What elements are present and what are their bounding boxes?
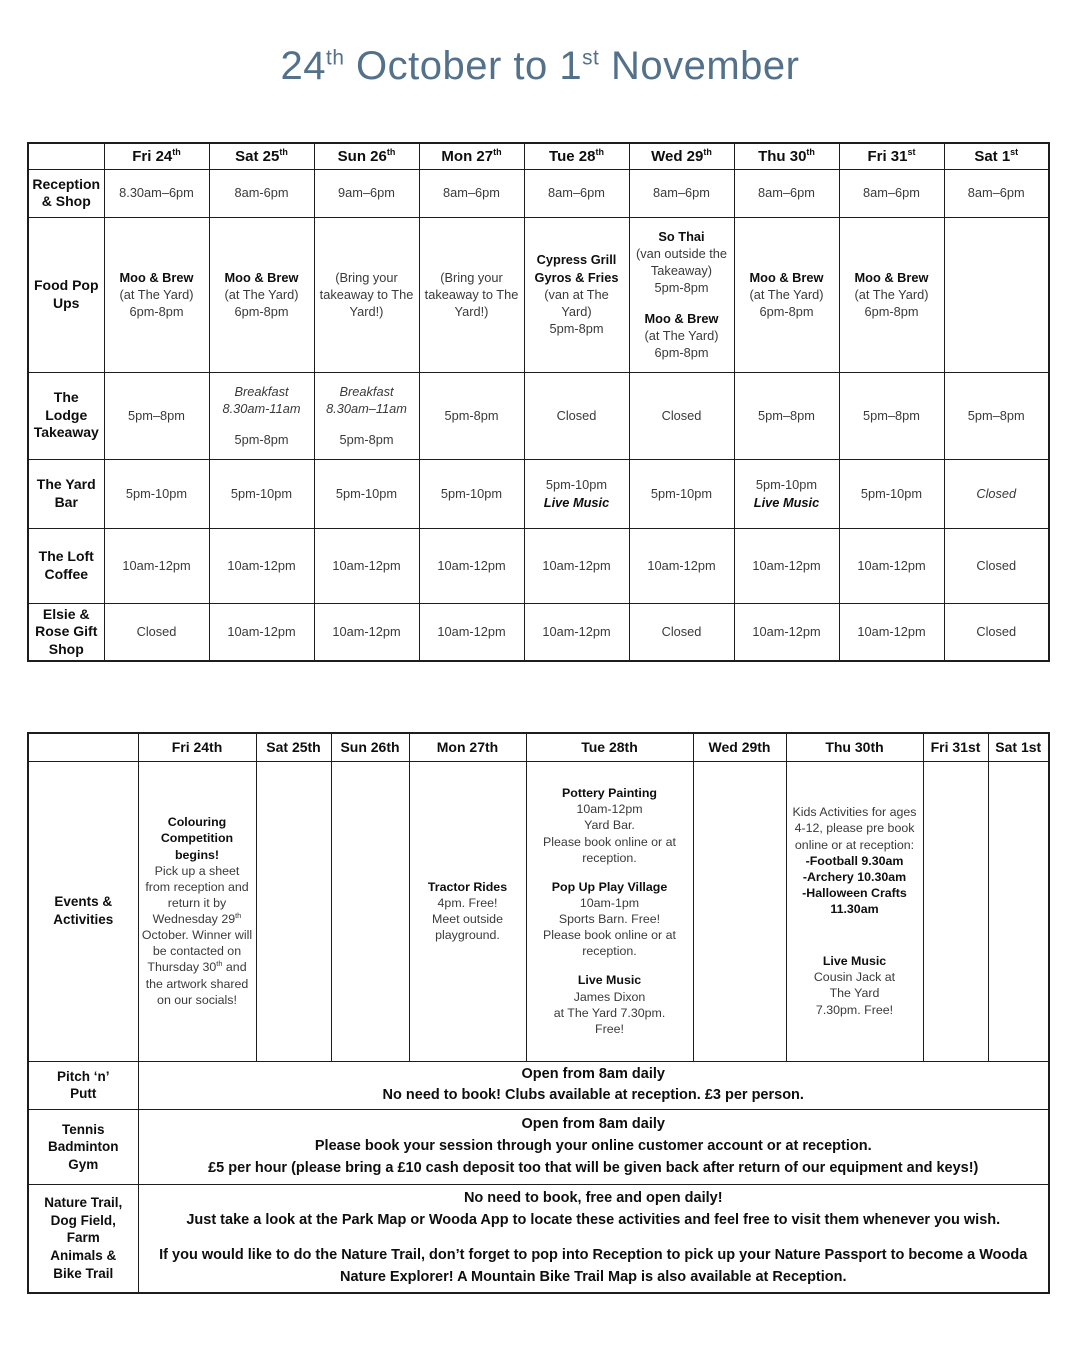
label-line: & Shop (41, 193, 91, 209)
label-line: Animals & (50, 1248, 117, 1264)
cell-reception-shop-8 (944, 169, 1049, 217)
text-line: 8am–6pm (758, 185, 815, 201)
row-reception-shop (28, 169, 1049, 217)
label-line: The Yard (36, 476, 96, 492)
text-line: 8am–6pm (653, 185, 710, 201)
text-line: Sat 25th (266, 739, 321, 756)
text-line: Mon 27th (441, 146, 502, 165)
text-line: Thu 30th (758, 146, 815, 165)
activities-header-9 (988, 733, 1049, 761)
page-title: 24th October to 1st November (280, 44, 800, 88)
text-line: Yard Bar. (584, 818, 635, 833)
text-line: Closed (976, 557, 1017, 573)
cell-food-pop-ups-8 (944, 217, 1049, 372)
text-line: Fri 31st (930, 739, 981, 756)
text-line: Tue 28th (581, 739, 638, 756)
label-line: Takeaway (33, 424, 99, 441)
text-line: 5pm-8pm (339, 431, 394, 447)
text-line: Wed 29th (651, 146, 712, 165)
cell-elsie-rose-gift-shop-5 (629, 603, 734, 661)
cell-the-loft-coffee-4 (524, 528, 629, 603)
text-line: Moo & Brew (644, 310, 719, 326)
text-line: Cypress Grill Gyros & Fries (534, 252, 619, 285)
text-line: -Halloween Crafts 11.30am (802, 885, 907, 917)
cell-reception-shop-3 (419, 169, 524, 217)
row-elsie-rose-gift-shop (28, 603, 1049, 661)
text-line: Closed (556, 407, 597, 423)
activities-header-2 (256, 733, 331, 761)
opening-hours-table (27, 142, 1050, 662)
text-line: 5pm-8pm (234, 431, 289, 447)
text-line: Thu 30th (825, 739, 884, 756)
cell-the-loft-coffee-0 (104, 528, 209, 603)
cell-the-yard-bar-5 (629, 459, 734, 528)
text-line: 10am-12pm (122, 557, 191, 573)
text-line: If you would like to do the Nature Trail, don’t forget to pop into Reception to pick up your Nature Passport to become a Wooda Nature Explorer! A Mountain Bike Trail Map is also available at Reception. (159, 1247, 1028, 1285)
opening-header-2 (209, 143, 314, 169)
text-line: Breakfast (234, 384, 289, 400)
label-line: Food Pop (33, 277, 99, 293)
text-line: 5pm-10pm (335, 485, 398, 501)
text-line: Please book your session through your online customer account or at reception. (314, 1138, 872, 1155)
opening-header-9 (944, 143, 1049, 169)
opening-header-blank (28, 143, 104, 169)
row-label-the-yard-bar (28, 459, 104, 528)
row-pitch-n-putt (28, 1061, 1049, 1110)
text-line: 5pm–8pm (758, 407, 815, 423)
cell-the-loft-coffee-8 (944, 528, 1049, 603)
text-line: (Bring your takeaway to The Yard!) (319, 269, 414, 320)
text-line: Moo & Brew (854, 269, 929, 285)
text-line: 8.30am–6pm (119, 185, 194, 201)
text-line: 9am–6pm (338, 185, 395, 201)
cell-the-lodge-takeaway-5 (629, 372, 734, 459)
opening-header-6 (629, 143, 734, 169)
activities-header-1 (138, 733, 256, 761)
cell-the-lodge-takeaway-0 (104, 372, 209, 459)
opening-header-5 (524, 143, 629, 169)
activities-header-5 (526, 733, 693, 761)
text-line: Pick up a sheet from reception and return it by Wednesday 29th October. Winner will be contacted on Thursday 30th and the artwork shared on our socials! (141, 863, 253, 1007)
text-line: (Bring your takeaway to The Yard!) (424, 269, 519, 320)
text-line: 6pm-8pm (759, 304, 814, 320)
text-line: 10am-1pm (579, 895, 640, 910)
label-line: Tennis (61, 1121, 105, 1137)
opening-header-3 (314, 143, 419, 169)
label-line: Putt (70, 1086, 97, 1102)
text-line: Tractor Rides (427, 879, 508, 894)
cell-the-loft-coffee-1 (209, 528, 314, 603)
cell-events-activities-0 (138, 761, 256, 1061)
cell-the-lodge-takeaway-8 (944, 372, 1049, 459)
cell-events-activities-3 (409, 761, 526, 1061)
cell-the-loft-coffee-7 (839, 528, 944, 603)
text-line: 5pm-10pm (125, 485, 188, 501)
text-line: 5pm-10pm (545, 477, 608, 493)
text-line: Live Music (753, 494, 820, 510)
text-line: Please book online or at reception. (543, 928, 676, 959)
text-line: 7.30pm. Free! (815, 1002, 894, 1017)
text-line: 10am-12pm (332, 624, 401, 640)
text-line: 5pm-8pm (549, 321, 604, 337)
text-line: 5pm–8pm (967, 407, 1025, 423)
activities-header-8 (923, 733, 988, 761)
label-line: Reception (32, 175, 101, 192)
text-line: (at The Yard) (644, 327, 719, 343)
activities-header-row (28, 733, 1049, 761)
cell-events-activities-7 (923, 761, 988, 1061)
text-line: Closed (976, 485, 1017, 501)
text-line: 5pm-10pm (650, 485, 713, 501)
text-line: 10am-12pm (437, 557, 506, 573)
cell-food-pop-ups-7 (839, 217, 944, 372)
text-line: Fri 31st (867, 146, 916, 165)
cell-elsie-rose-gift-shop-2 (314, 603, 419, 661)
label-line: Badminton (48, 1139, 119, 1155)
text-line: -Football 9.30am (805, 853, 904, 868)
cell-the-lodge-takeaway-1 (209, 372, 314, 459)
text-line: 10am-12pm (542, 557, 611, 573)
cell-the-loft-coffee-3 (419, 528, 524, 603)
text-line: 10am-12pm (576, 802, 643, 817)
text-line: 10am-12pm (857, 557, 926, 573)
text-line: Closed (661, 624, 702, 640)
cell-the-loft-coffee-2 (314, 528, 419, 603)
label-line: Ups (53, 294, 80, 311)
cell-elsie-rose-gift-shop-0 (104, 603, 209, 661)
cell-the-yard-bar-1 (209, 459, 314, 528)
text-line: 5pm–8pm (128, 407, 185, 423)
text-line: 10am-12pm (227, 624, 296, 640)
text-line: Live Music (543, 494, 610, 510)
text-line: Free! (595, 1021, 624, 1036)
label-line: Gym (68, 1156, 99, 1172)
text-line: Mon 27th (436, 739, 499, 756)
row-label-reception-shop (28, 169, 104, 217)
text-line: 8.30am–11am (326, 401, 407, 417)
text-line: 6pm-8pm (654, 345, 709, 361)
text-line: (at The Yard) (224, 286, 299, 302)
activities-table (27, 732, 1050, 1294)
text-line: Tue 28th (549, 146, 604, 165)
text-line: Just take a look at the Park Map or Wooda App to locate these activities and feel free to visit them whenever you wish. (186, 1211, 1001, 1228)
text-line: 5pm-8pm (444, 407, 499, 423)
row-events-activities (28, 761, 1049, 1061)
text-line: 8am–6pm (443, 185, 500, 201)
text-line: 5pm-10pm (755, 477, 818, 493)
text-line: 8.30am-11am (222, 401, 301, 417)
cell-the-yard-bar-6 (734, 459, 839, 528)
cell-reception-shop-5 (629, 169, 734, 217)
text-line: 10am-12pm (542, 624, 611, 640)
text-line: (van outside the Takeaway) (635, 245, 728, 279)
text-line: 8am–6pm (548, 185, 605, 201)
opening-header-1 (104, 143, 209, 169)
row-nature-trail-dog-field-farm-animals-bike-trail (28, 1185, 1049, 1293)
row-label-tennis-badminton-gym (28, 1110, 138, 1185)
cell-events-activities-4 (526, 761, 693, 1061)
text-line: Sat 1st (995, 739, 1042, 756)
text-line: 8am–6pm (863, 185, 920, 201)
cell-elsie-rose-gift-shop-4 (524, 603, 629, 661)
text-line: James Dixon (573, 989, 646, 1004)
label-line: Elsie & (42, 605, 90, 622)
text-line: No need to book, free and open daily! (463, 1189, 723, 1206)
cell-reception-shop-4 (524, 169, 629, 217)
text-line: Sun 26th (340, 739, 400, 756)
label-line: Bike Trail (53, 1265, 114, 1281)
text-line: £5 per hour (please bring a £10 cash deposit too that will be given back after return of our equipment and keys!) (208, 1159, 979, 1176)
text-line: 10am-12pm (752, 624, 821, 640)
label-line: Shop (48, 640, 84, 657)
activities-header-4 (409, 733, 526, 761)
text-line: 4pm. Free! (437, 895, 498, 910)
activities-header-blank (28, 733, 138, 761)
cell-the-loft-coffee-5 (629, 528, 734, 603)
cell-food-pop-ups-3 (419, 217, 524, 372)
text-line: Sports Barn. Free! (558, 912, 661, 926)
text-line: 10am-12pm (647, 557, 716, 573)
text-line: Closed (136, 624, 177, 640)
text-line: 10am-12pm (227, 557, 296, 573)
cell-food-pop-ups-2 (314, 217, 419, 372)
text-line: Kids Activities for ages 4-12, please pre book online or at reception: (792, 805, 917, 852)
cell-the-yard-bar-3 (419, 459, 524, 528)
text-line: 5pm-8pm (654, 280, 709, 296)
cell-the-lodge-takeaway-6 (734, 372, 839, 459)
text-line: 5pm–8pm (863, 407, 920, 423)
row-label-the-lodge-takeaway (28, 372, 104, 459)
row-food-pop-ups (28, 217, 1049, 372)
cell-the-loft-coffee-6 (734, 528, 839, 603)
text-line: Colouring Competition begins! (160, 815, 234, 862)
text-line: Open from 8am daily (521, 1116, 665, 1133)
text-line: So Thai (658, 228, 705, 244)
text-line: 8am-6pm (234, 185, 289, 201)
cell-food-pop-ups-6 (734, 217, 839, 372)
cell-tennis-badminton-gym-info (138, 1110, 1049, 1185)
opening-header-8 (839, 143, 944, 169)
opening-header-7 (734, 143, 839, 169)
cell-events-activities-1 (256, 761, 331, 1061)
text-line: The Yard (829, 986, 880, 1001)
text-line: Meet outside playground. (432, 912, 503, 943)
row-the-loft-coffee (28, 528, 1049, 603)
cell-reception-shop-1 (209, 169, 314, 217)
cell-events-activities-8 (988, 761, 1049, 1061)
text-line: Sat 1st (974, 146, 1019, 165)
cell-food-pop-ups-1 (209, 217, 314, 372)
text-line: Live Music (577, 973, 642, 988)
label-line: The Lodge (45, 389, 88, 423)
label-line: Farm (66, 1230, 100, 1246)
row-label-the-loft-coffee (28, 528, 104, 603)
row-label-pitch-n-putt (28, 1061, 138, 1110)
cell-pitch-n-putt-info (138, 1061, 1049, 1110)
activities-header-7 (786, 733, 923, 761)
row-the-lodge-takeaway (28, 372, 1049, 459)
text-line: 10am-12pm (437, 624, 506, 640)
text-line: Fri 24th (171, 739, 223, 756)
cell-elsie-rose-gift-shop-6 (734, 603, 839, 661)
activities-header-6 (693, 733, 786, 761)
text-line: (at The Yard) (119, 286, 194, 302)
cell-reception-shop-6 (734, 169, 839, 217)
text-line: -Archery 10.30am (802, 869, 907, 884)
text-line: 6pm-8pm (129, 304, 184, 320)
text-line: Moo & Brew (119, 269, 194, 285)
text-line: Moo & Brew (224, 269, 299, 285)
text-line: 10am-12pm (857, 624, 926, 640)
cell-nature-trail-dog-field-farm-animals-bike-trail-info (138, 1185, 1049, 1293)
text-line: 10am-12pm (752, 557, 821, 573)
label-line: Coffee (44, 565, 89, 582)
text-line: Cousin Jack at (813, 970, 896, 985)
opening-hours-header-row (28, 143, 1049, 169)
cell-events-activities-2 (331, 761, 409, 1061)
text-line: 8am–6pm (967, 185, 1025, 201)
label-line: Nature Trail, (44, 1195, 123, 1211)
text-line: (van at The Yard) (544, 286, 609, 320)
text-line: 5pm-10pm (230, 485, 293, 501)
cell-the-yard-bar-0 (104, 459, 209, 528)
text-line: 5pm-10pm (860, 485, 923, 501)
cell-food-pop-ups-5 (629, 217, 734, 372)
text-line: Moo & Brew (749, 269, 824, 285)
text-line: Open from 8am daily (521, 1065, 665, 1082)
cell-elsie-rose-gift-shop-1 (209, 603, 314, 661)
opening-header-4 (419, 143, 524, 169)
cell-elsie-rose-gift-shop-7 (839, 603, 944, 661)
text-line: Please book online or at reception. (543, 834, 676, 865)
label-line: Dog Field, (50, 1212, 116, 1228)
label-line: Bar (54, 493, 78, 510)
cell-the-lodge-takeaway-2 (314, 372, 419, 459)
text-line: 5pm-10pm (440, 485, 503, 501)
cell-reception-shop-2 (314, 169, 419, 217)
cell-the-lodge-takeaway-4 (524, 372, 629, 459)
row-label-nature-trail-dog-field-farm-animals-bike-trail (28, 1185, 138, 1293)
label-line: Pitch ‘n’ (56, 1068, 110, 1084)
cell-food-pop-ups-0 (104, 217, 209, 372)
activities-header-3 (331, 733, 409, 761)
cell-the-yard-bar-4 (524, 459, 629, 528)
row-tennis-badminton-gym (28, 1110, 1049, 1185)
row-the-yard-bar (28, 459, 1049, 528)
text-line: Pottery Painting (561, 786, 657, 801)
text-line: 6pm-8pm (864, 304, 919, 320)
text-line: (at The Yard) (854, 286, 929, 302)
text-line: Pop Up Play Village (551, 879, 668, 894)
cell-the-yard-bar-8 (944, 459, 1049, 528)
cell-reception-shop-0 (104, 169, 209, 217)
text-line: 6pm-8pm (234, 304, 289, 320)
text-line: Breakfast (339, 384, 394, 400)
label-line: The Loft (38, 548, 94, 564)
cell-the-lodge-takeaway-7 (839, 372, 944, 459)
cell-the-yard-bar-7 (839, 459, 944, 528)
text-line: No need to book! Clubs available at reception. £3 per person. (382, 1087, 804, 1104)
cell-elsie-rose-gift-shop-3 (419, 603, 524, 661)
cell-food-pop-ups-4 (524, 217, 629, 372)
text-line: at The Yard 7.30pm. (553, 1005, 666, 1020)
cell-the-lodge-takeaway-3 (419, 372, 524, 459)
label-line: Events & (54, 894, 113, 910)
text-line: 10am-12pm (332, 557, 401, 573)
cell-events-activities-6 (786, 761, 923, 1061)
label-line: Rose Gift (35, 623, 98, 639)
text-line: Fri 24th (132, 146, 181, 165)
cell-the-yard-bar-2 (314, 459, 419, 528)
cell-elsie-rose-gift-shop-8 (944, 603, 1049, 661)
row-label-food-pop-ups (28, 217, 104, 372)
cell-reception-shop-7 (839, 169, 944, 217)
text-line: Sun 26th (337, 146, 396, 165)
text-line: (at The Yard) (749, 286, 824, 302)
text-line: Closed (661, 407, 702, 423)
row-label-events-activities (28, 761, 138, 1061)
label-line: Activities (53, 912, 114, 927)
text-line: Wed 29th (708, 739, 771, 756)
row-label-elsie-rose-gift-shop (28, 603, 104, 661)
text-line: Live Music (822, 954, 887, 969)
text-line: Sat 25th (235, 146, 288, 165)
text-line: Closed (976, 624, 1017, 640)
cell-events-activities-5 (693, 761, 786, 1061)
